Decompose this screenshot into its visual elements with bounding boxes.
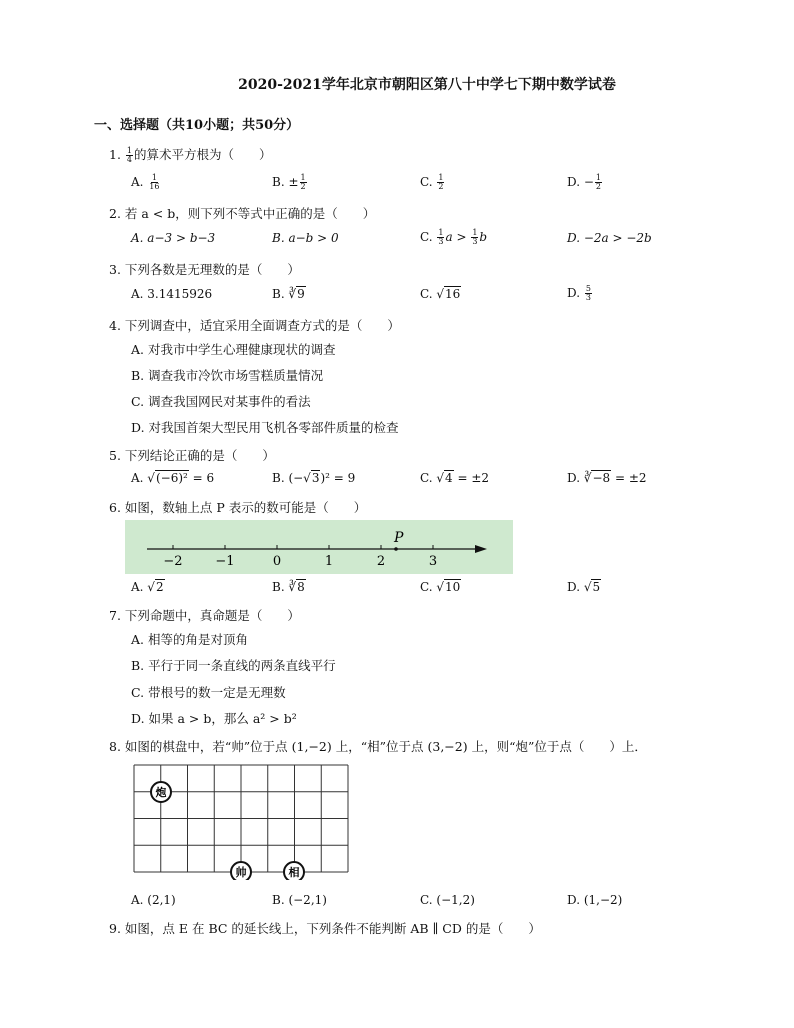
question-5: 5. 下列结论正确的是（ ）	[109, 448, 275, 463]
piece-shuai	[231, 862, 251, 880]
q4-option-d: D. 对我国首架大型民用飞机各零部件质量的检查	[131, 420, 399, 435]
q2-option-d: D. −2a > −2b	[567, 231, 652, 245]
q5-option-c: C. √4 = ±2	[420, 471, 490, 485]
q1-stem: 的算术平方根为（ ）	[134, 147, 272, 162]
q7-option-c: C. 带根号的数一定是无理数	[131, 685, 286, 700]
question-8: 8. 如图的棋盘中，若“帅”位于点 (1,−2) 上，“相”位于点 (3,−2) 上，则“炮”位于点（ ）上．	[109, 739, 647, 754]
page-title: 2020-2021学年北京市朝阳区第八十中学七下期中数学试卷	[238, 77, 616, 93]
piece-xiang	[284, 862, 304, 880]
point-p	[394, 547, 398, 551]
axis-arrow-icon	[475, 545, 487, 553]
q3-option-c: C. √16	[420, 287, 461, 301]
q6-option-c: C. √10	[420, 580, 461, 594]
question-7: 7. 下列命题中，真命题是（ ）	[109, 608, 300, 623]
question-9: 9. 如图，点 E 在 BC 的延长线上，下列条件不能判断 AB ∥ CD 的是（ ）	[109, 921, 541, 936]
question-6: 6. 如图，数轴上点 P 表示的数可能是（ ）	[109, 500, 367, 515]
q4-option-c: C. 调查我国网民对某事件的看法	[131, 394, 311, 409]
svg-text:炮: 炮	[155, 786, 167, 799]
svg-text:相: 相	[288, 866, 300, 879]
chessboard-figure	[133, 764, 353, 883]
q1-fraction: $\frac{1}{4}$	[126, 146, 132, 164]
q6-option-b: B. ∛8	[272, 580, 305, 594]
section-heading: 一、选择题（共10小题；共50分）	[94, 118, 300, 133]
chessboard-svg	[133, 764, 353, 880]
number-line-tick-label: 1	[324, 554, 334, 569]
point-p-label: P	[394, 530, 404, 546]
q8-option-c: C. (−1,2)	[420, 893, 475, 907]
q1-option-b: B. ± $\frac{1}{2}$	[272, 173, 306, 191]
q4-option-b: B. 调查我市冷饮市场雪糕质量情况	[131, 368, 324, 383]
question-2: 2. 若 a < b，则下列不等式中正确的是（ ）	[109, 206, 376, 221]
q1-option-a: A. $\frac{1}{16}$	[131, 173, 160, 191]
q7-option-a: A. 相等的角是对顶角	[131, 632, 248, 647]
q5-option-b: B. (−√3)² = 9	[272, 471, 356, 485]
piece-pao	[151, 782, 171, 802]
q1-option-d: D. − $\frac{1}{2}$	[567, 173, 601, 191]
question-4: 4. 下列调查中，适宜采用全面调查方式的是（ ）	[109, 318, 400, 333]
q8-option-a: A. (2,1)	[131, 893, 176, 907]
svg-text:帅: 帅	[235, 866, 247, 879]
q7-option-b: B. 平行于同一条直线的两条直线平行	[131, 658, 336, 673]
q6-option-d: D. √5	[567, 580, 601, 594]
q1-option-c: C. $\frac{1}{2}$	[420, 173, 444, 191]
number-line-figure	[125, 520, 513, 574]
chessboard-grid	[134, 765, 348, 872]
q3-option-d: D. $\frac{5}{3}$	[567, 284, 591, 302]
q8-option-b: B. (−2,1)	[272, 893, 327, 907]
number-line-svg	[125, 520, 513, 574]
q5-option-d: D. ∛−8 = ±2	[567, 471, 647, 485]
q1-number: 1.	[109, 147, 125, 162]
q3-option-a: A. 3.1415926	[131, 287, 213, 301]
number-line-tick-label: 3	[428, 554, 438, 569]
number-line-tick-label: −2	[163, 554, 183, 569]
q3-option-b: B. ∛9	[272, 287, 305, 301]
q4-option-a: A. 对我市中学生心理健康现状的调查	[131, 342, 336, 357]
q2-option-a: A. a−3 > b−3	[131, 231, 216, 245]
q5-option-a: A. √(−6)² = 6	[131, 471, 215, 485]
number-line-tick-label: −1	[215, 554, 235, 569]
q2-option-c: C. $\frac{1}{3}$ a > $\frac{1}{3}$ b	[420, 228, 488, 246]
question-1	[109, 145, 272, 164]
question-3: 3. 下列各数是无理数的是（ ）	[109, 262, 300, 277]
q2-option-b: B. a−b > 0	[272, 231, 339, 245]
q6-option-a: A. √2	[131, 580, 164, 594]
number-line-tick-label: 2	[376, 554, 386, 569]
number-line-tick-label: 0	[272, 554, 282, 569]
q8-option-d: D. (1,−2)	[567, 893, 623, 907]
q7-option-d: D. 如果 a > b，那么 a² > b²	[131, 711, 297, 726]
